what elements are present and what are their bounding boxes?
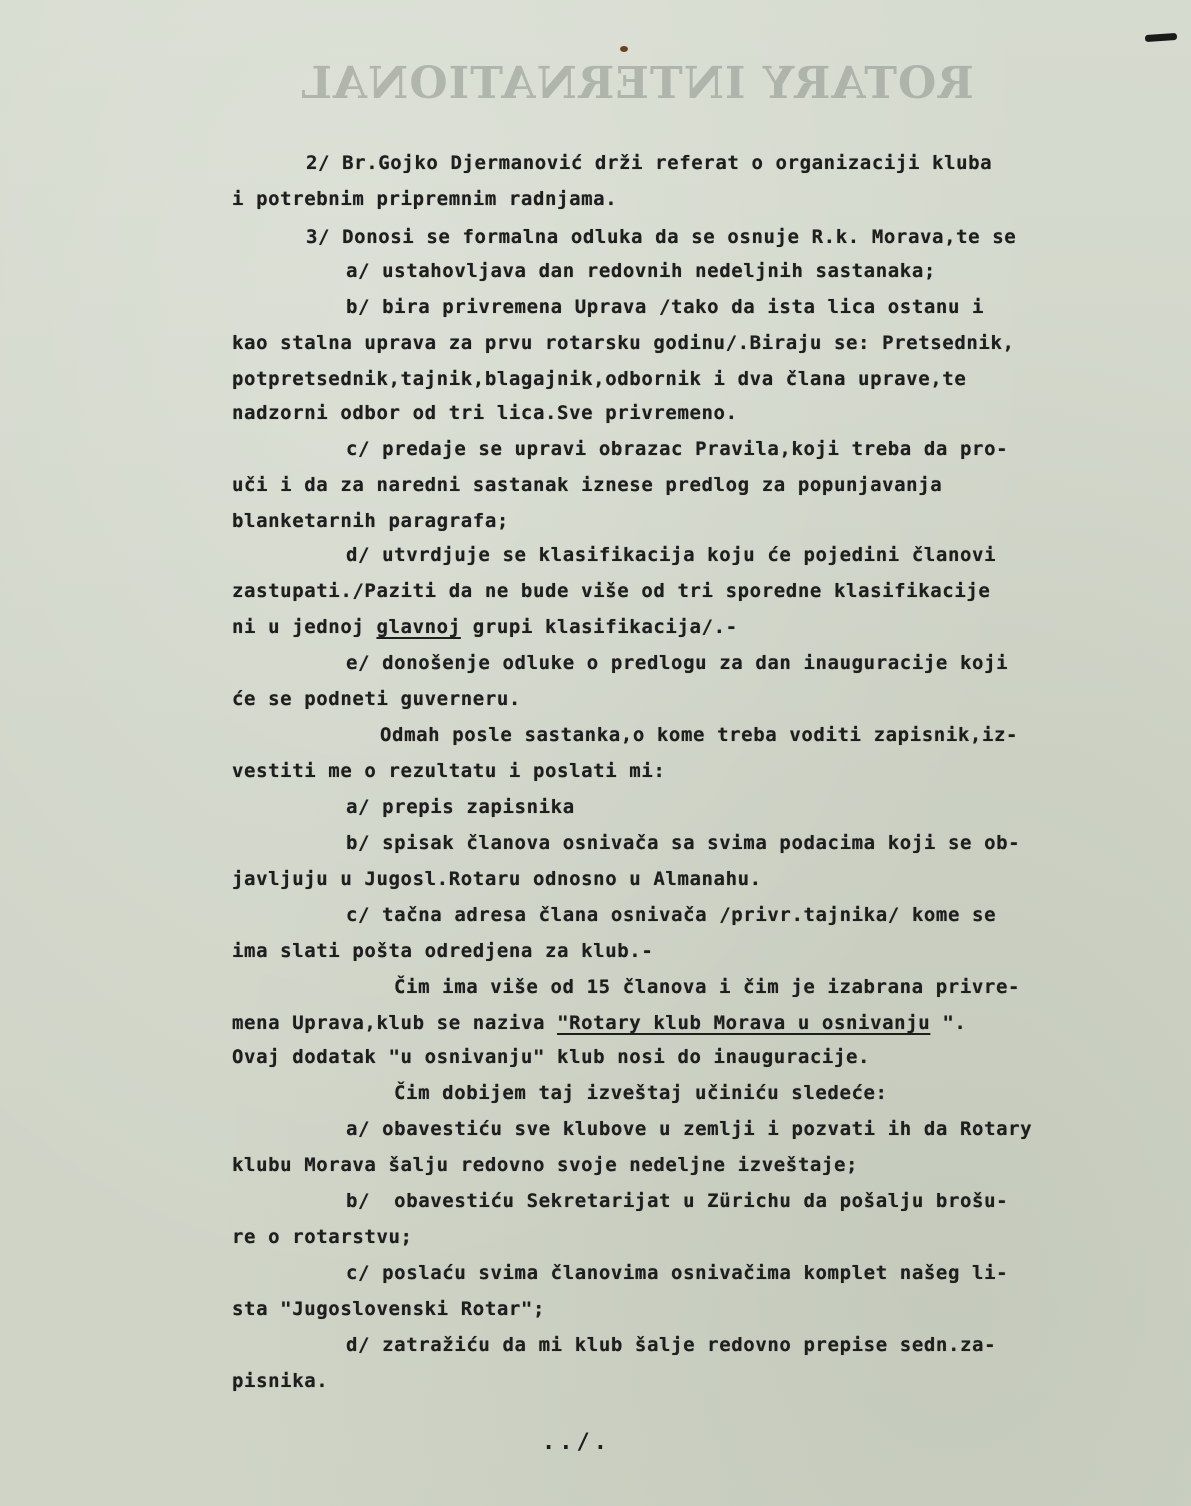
body-line: b/ obavestiću Sekretarijat u Zürichu da pošalju brošu- (346, 1190, 1009, 1212)
body-line: kao stalna uprava za prvu rotarsku godinu/.Biraju se: Pretsednik, (232, 332, 1015, 354)
underlined-word: glavnoj (376, 616, 461, 638)
body-line: sta "Jugoslovenski Rotar"; (232, 1298, 546, 1320)
body-line (232, 1012, 966, 1034)
body-line: Čim ima više od 15 članova i čim je izabrana privre- (394, 976, 1021, 998)
body-line: d/ utvrdjuje se klasifikacija koju će pojedini članovi (346, 544, 997, 566)
body-line: ima slati pošta odredjena za klub.- (232, 940, 654, 962)
body-line: Čim dobijem taj izveštaj učiniću sledeće: (394, 1082, 888, 1104)
body-line: c/ predaje se upravi obrazac Pravila,koji treba da pro- (346, 438, 1009, 460)
body-line: nadzorni odbor od tri lica.Sve privremeno. (232, 402, 738, 424)
body-line: uči i da za naredni sastanak iznese predlog za popunjavanja (232, 474, 943, 496)
body-line: Ovaj dodatak "u osnivanju" klub nosi do inauguracije. (232, 1046, 871, 1068)
body-line: re o rotarstvu; (232, 1226, 413, 1248)
body-line: zastupati./Paziti da ne bude više od tri sporedne klasifikacije (232, 580, 991, 602)
body-line: a/ ustahovljava dan redovnih nedeljnih sastanaka; (346, 260, 936, 282)
continuation-mark: ../. (542, 1430, 611, 1455)
body-line: pisnika. (232, 1370, 329, 1392)
body-line: b/ spisak članova osnivača sa svima podacima koji se ob- (346, 832, 1021, 854)
body-line: a/ prepis zapisnika (346, 796, 575, 818)
body-text: ni u jednoj (232, 616, 377, 638)
body-line: i potrebnim pripremnim radnjama. (232, 188, 618, 210)
body-text: ". (930, 1012, 967, 1034)
body-line: b/ bira privremena Uprava /tako da ista lica ostanu i (346, 296, 985, 318)
body-line: 2/ Br.Gojko Djermanović drži referat o organizaciji kluba (306, 152, 993, 174)
letterhead-bleedthrough: ROTARY INTERNATIONAL (300, 58, 974, 109)
body-line: a/ obavestiću sve klubove u zemlji i pozvati ih da Rotary (346, 1118, 1033, 1140)
body-line: će se podneti guverneru. (232, 688, 521, 710)
body-line: 3/ Donosi se formalna odluka da se osnuje R.k. Morava,te se (306, 226, 1017, 248)
body-line: c/ tačna adresa člana osnivača /privr.tajnika/ kome se (346, 904, 997, 926)
body-line: javljuju u Jugosl.Rotaru odnosno u Almanahu. (232, 868, 762, 890)
club-name-underlined: "Rotary klub Morava u osnivanju (557, 1012, 931, 1034)
body-text: mena Uprava,klub se naziva (232, 1012, 558, 1034)
body-line: Odmah posle sastanka,o kome treba voditi zapisnik,iz- (380, 724, 1019, 746)
body-line: c/ poslaću svima članovima osnivačima komplet našeg li- (346, 1262, 1009, 1284)
body-line: blanketarnih paragrafa; (232, 510, 509, 532)
ink-spot (620, 46, 628, 52)
body-line: potpretsednik,tajnik,blagajnik,odbornik i dva člana uprave,te (232, 368, 967, 390)
body-text: grupi klasifikacija/.- (460, 616, 738, 638)
body-line (232, 616, 738, 638)
body-line: e/ donošenje odluke o predlogu za dan inauguracije koji (346, 652, 1009, 674)
body-line: d/ zatražiću da mi klub šalje redovno prepise sedn.za- (346, 1334, 997, 1356)
body-line: vestiti me o rezultatu i poslati mi: (232, 760, 666, 782)
body-line: klubu Morava šalju redovno svoje nedeljne izveštaje; (232, 1154, 859, 1176)
ink-mark (1145, 33, 1177, 42)
